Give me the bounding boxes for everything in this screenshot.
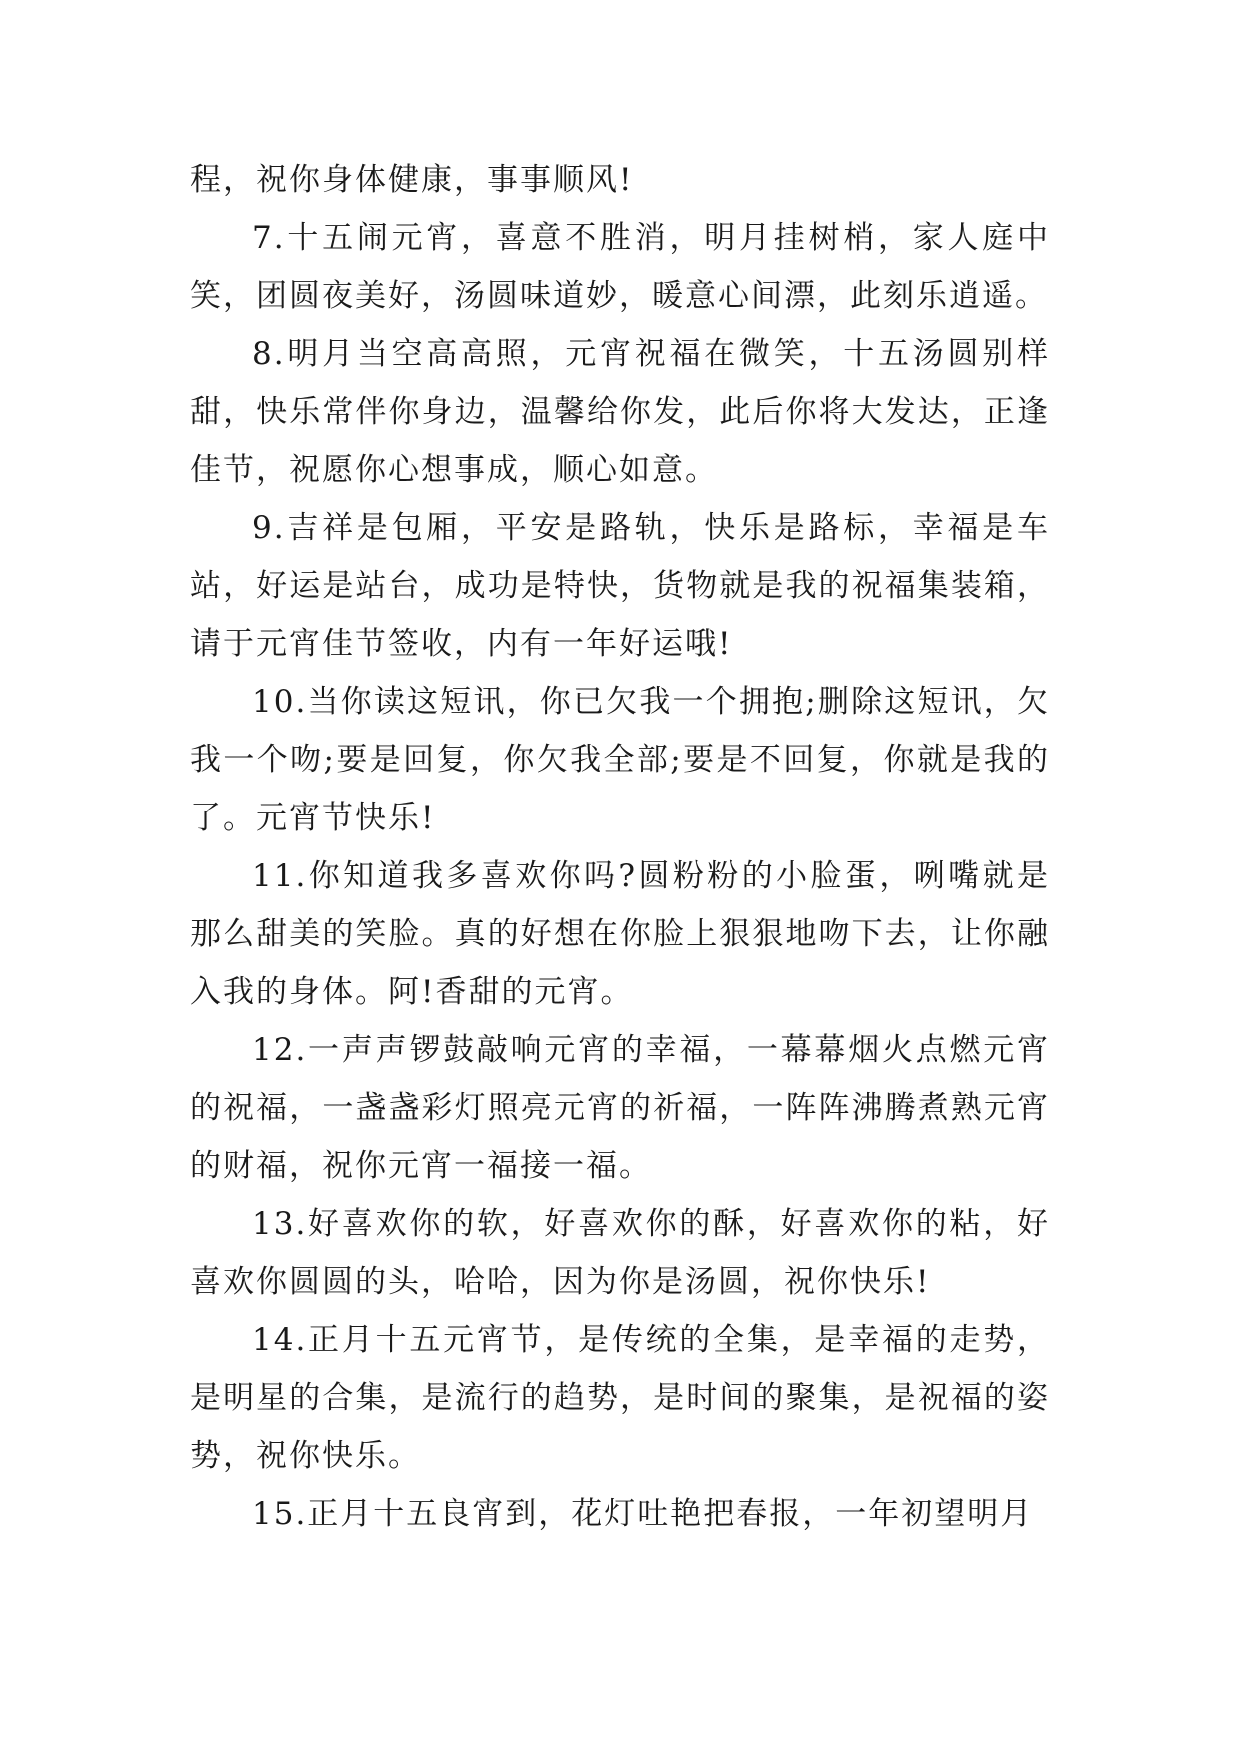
- paragraph-item-13: 13.好喜欢你的软，好喜欢你的酥，好喜欢你的粘，好喜欢你圆圆的头，哈哈，因为你是汤圆，祝你快乐!: [190, 1206, 1050, 1300]
- paragraph-continuation: 程，祝你身体健康，事事顺风!: [190, 162, 634, 198]
- paragraph-item-12: 12.一声声锣鼓敲响元宵的幸福，一幕幕烟火点燃元宵的祝福，一盏盏彩灯照亮元宵的祈福，一阵阵沸腾煮熟元宵的财福，祝你元宵一福接一福。: [190, 1032, 1050, 1184]
- paragraph-item-7: 7.十五闹元宵，喜意不胜消，明月挂树梢，家人庭中笑，团圆夜美好，汤圆味道妙，暖意心间漂，此刻乐逍遥。: [190, 220, 1050, 314]
- paragraph-item-15: 15.正月十五良宵到，花灯吐艳把春报，一年初望明月: [252, 1496, 1034, 1532]
- paragraph-item-10: 10.当你读这短讯，你已欠我一个拥抱;删除这短讯，欠我一个吻;要是回复，你欠我全部;要是不回复，你就是我的了。元宵节快乐!: [190, 684, 1050, 836]
- document-body: [190, 151, 1050, 1543]
- paragraph-item-11: 11.你知道我多喜欢你吗?圆粉粉的小脸蛋，咧嘴就是那么甜美的笑脸。真的好想在你脸上狠狠地吻下去，让你融入我的身体。阿!香甜的元宵。: [190, 858, 1050, 1010]
- paragraph-item-9: 9.吉祥是包厢，平安是路轨，快乐是路标，幸福是车站，好运是站台，成功是特快，货物就是我的祝福集装箱，请于元宵佳节签收，内有一年好运哦!: [190, 510, 1050, 662]
- paragraph-item-14: 14.正月十五元宵节，是传统的全集，是幸福的走势，是明星的合集，是流行的趋势，是时间的聚集，是祝福的姿势，祝你快乐。: [190, 1322, 1050, 1474]
- paragraph-item-8: 8.明月当空高高照，元宵祝福在微笑，十五汤圆别样甜，快乐常伴你身边，温馨给你发，此后你将大发达，正逢佳节，祝愿你心想事成，顺心如意。: [190, 336, 1050, 488]
